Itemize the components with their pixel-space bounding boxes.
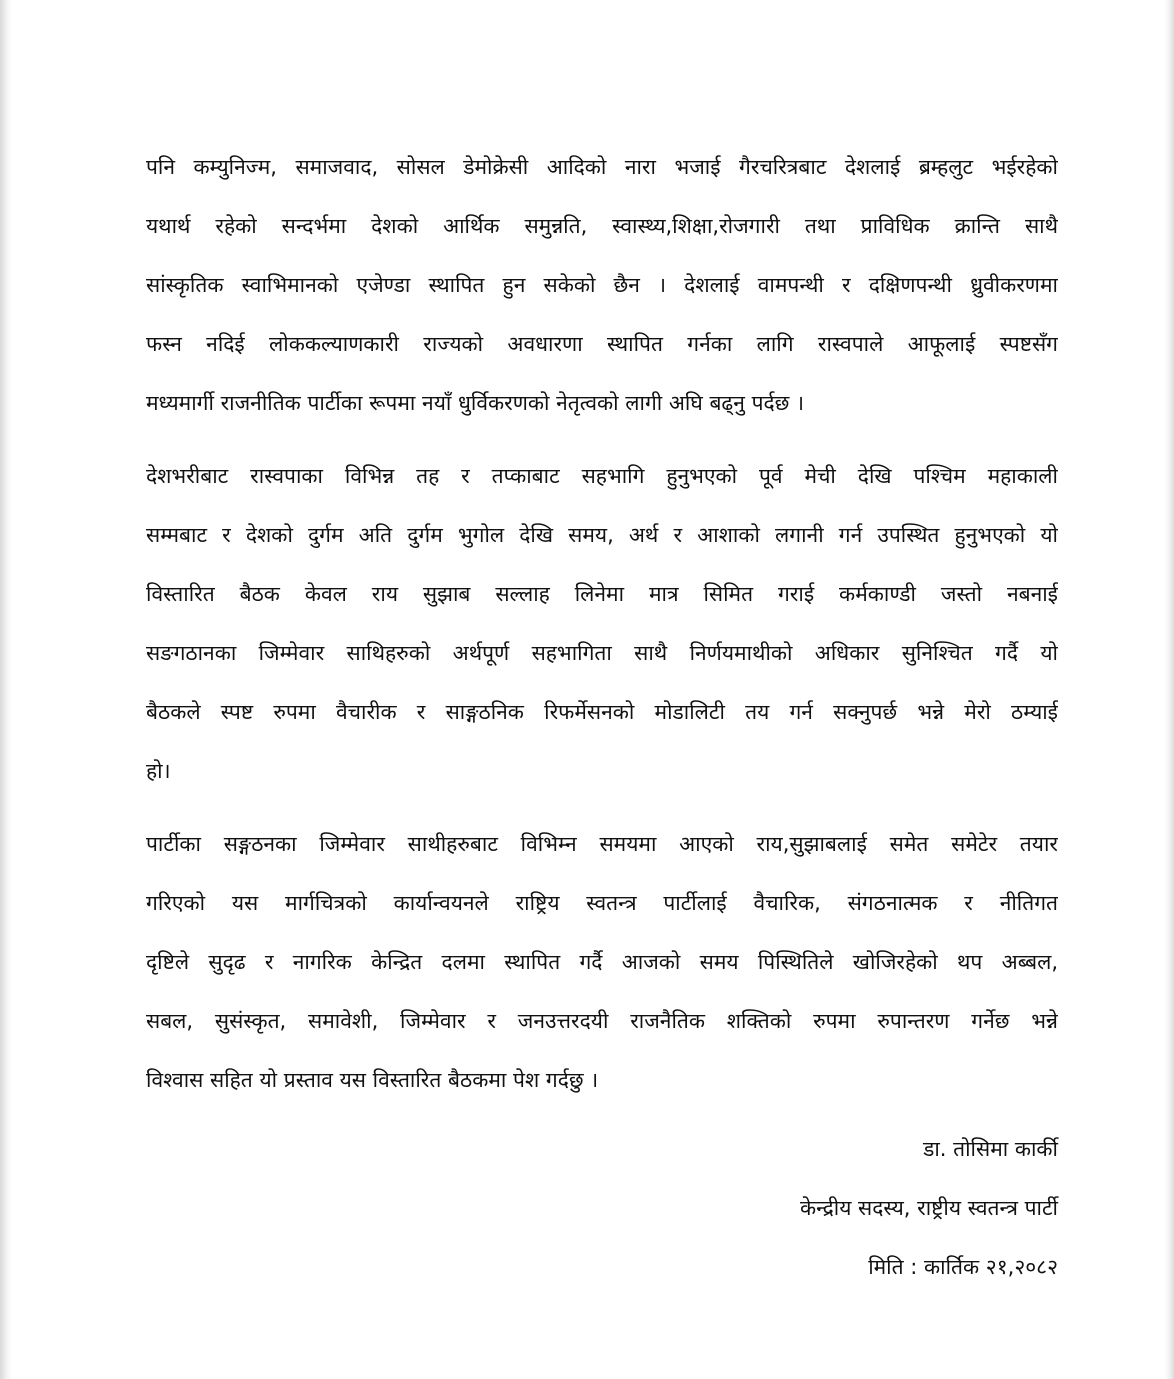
text-line: सङगठानका जिम्मेवार साथिहरुको अर्थपूर्ण सहभागिता साथै निर्णयमाथीको अधिकार सुनिश्चित गर्दै यो (146, 641, 1058, 665)
document-body (146, 138, 1058, 1110)
text-line: सांस्कृतिक स्वाभिमानको एजेण्डा स्थापित हुन सकेको छैन । देशलाई वामपन्थी र दक्षिणपन्थी ध्रुवीकरणमा (146, 273, 1058, 297)
paragraph-3 (146, 815, 1058, 1110)
text-line: सबल, सुसंस्कृत, समावेशी, जिम्मेवार र जनउत्तरदयी राजनैतिक शक्तिको रुपमा रुपान्तरण गर्नेछ भन्ने (146, 1009, 1058, 1033)
signatory-position: केन्द्रीय सदस्य, राष्ट्रीय स्वतन्त्र पार्टी (800, 1196, 1058, 1220)
text-line: विश्वास सहित यो प्रस्ताव यस विस्तारित बैठकमा पेश गर्दछु । (146, 1068, 599, 1092)
text-line: गरिएको यस मार्गचित्रको कार्यान्वयनले राष्ट्रिय स्वतन्त्र पार्टीलाई वैचारिक, संगठनात्मक र नीतिगत (146, 891, 1058, 915)
text-line: फस्न नदिई लोककल्याणकारी राज्यको अवधारणा स्थापित गर्नका लागि रास्वपाले आफूलाई स्पष्टसँग (146, 332, 1058, 356)
text-line: बैठकले स्पष्ट रुपमा वैचारीक र साङ्गठनिक रिफर्मेसनको मोडालिटी तय गर्न सक्नुपर्छ भन्ने मेरो ठम्याई (146, 700, 1058, 724)
text-line: मध्यमार्गी राजनीतिक पार्टीका रूपमा नयाँ धुर्विकरणको नेतृत्वको लागी अघि बढ्नु पर्दछ । (146, 391, 805, 415)
paragraph-2 (146, 447, 1058, 801)
text-line: विस्तारित बैठक केवल राय सुझाब सल्लाह लिनेमा मात्र सिमित गराई कर्मकाण्डी जस्तो नबनाई (146, 582, 1058, 606)
text-line: यथार्थ रहेको सन्दर्भमा देशको आर्थिक समुन्नति, स्वास्थ्य,शिक्षा,रोजगारी तथा प्राविधिक क्रान्ति साथै (146, 214, 1058, 238)
text-line: पनि कम्युनिज्म, समाजवाद, सोसल डेमोक्रेसी आदिको नारा भजाई गैरचरित्रबाट देशलाई ब्रम्हलुट भईरहेको (146, 155, 1058, 179)
document-date: मिति : कार्तिक २१,२०८२ (868, 1255, 1058, 1279)
text-line: पार्टीका सङ्गठनका जिम्मेवार साथीहरुबाट विभिम्न समयमा आएको राय,सुझाबलाई समेत समेटेर तयार (146, 832, 1058, 856)
text-line: दृष्टिले सुदृढ र नागरिक केन्द्रित दलमा स्थापित गर्दै आजको समय पिस्थितिले खोजिरहेको थप अब्बल, (146, 950, 1058, 974)
text-line: देशभरीबाट रास्वपाका विभिन्न तह र तप्काबाट सहभागि हुनुभएको पूर्व मेची देखि पश्चिम महाकाली (146, 464, 1058, 488)
page-edge-right (1164, 0, 1174, 1379)
text-line: हो। (146, 759, 171, 783)
text-line: सम्मबाट र देशको दुर्गम अति दुर्गम भुगोल देखि समय, अर्थ र आशाको लगानी गर्न उपस्थित हुनुभएको यो (146, 523, 1058, 547)
page-edge-left (0, 0, 12, 1379)
signatory-name: डा. तोसिमा कार्की (923, 1137, 1058, 1161)
signature-block (800, 1120, 1058, 1297)
paragraph-1 (146, 138, 1058, 433)
